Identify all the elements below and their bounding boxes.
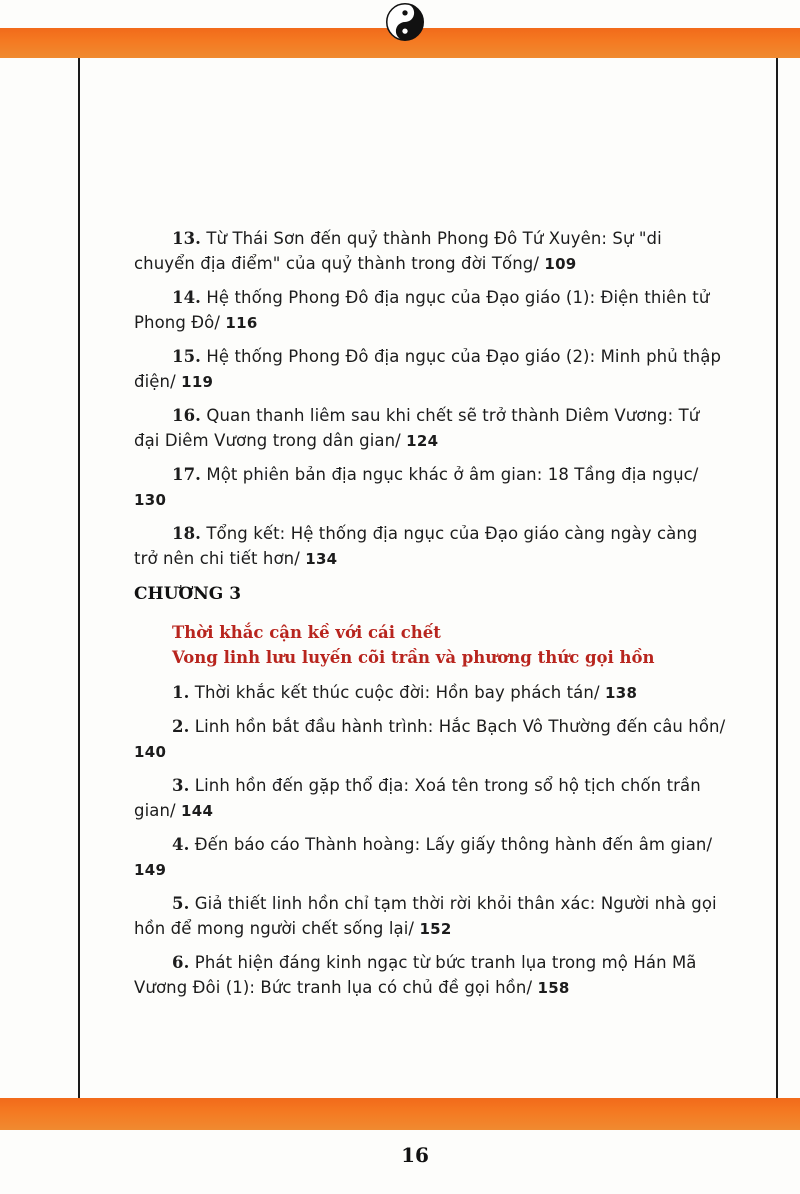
toc-entry-4[interactable]: 4. Đến báo cáo Thành hoàng: Lấy giấy thông hành đến âm gian/ 149 [134,835,713,879]
yin-yang-icon [386,3,424,41]
toc-entry-17[interactable]: 17. Một phiên bản địa ngục khác ở âm gian: 18 Tầng địa ngục/ 130 [134,465,699,509]
toc-entries-part1 [134,226,726,580]
toc-entry-16[interactable]: 16. Quan thanh liêm sau khi chết sẽ trở thành Diêm Vương: Tứ đại Diêm Vương trong dân gian/ 124 [134,406,700,450]
bottom-orange-band [0,1098,800,1130]
toc-entry-14[interactable]: 14. Hệ thống Phong Đô địa ngục của Đạo giáo (1): Điện thiên tử Phong Đô/ 116 [134,288,710,332]
toc-entry-13[interactable]: 13. Từ Thái Sơn đến quỷ thành Phong Đô Tứ Xuyên: Sự "di chuyển địa điểm" của quỷ thành trong đời Tống/ 109 [134,229,662,273]
toc-entry-3[interactable]: 3. Linh hồn đến gặp thổ địa: Xoá tên trong sổ hộ tịch chốn trần gian/ 144 [134,776,701,820]
toc-entries-part2 [134,680,726,1009]
chapter-title [172,620,732,670]
chapter-title-line1: Thời khắc cận kề với cái chết [172,623,441,642]
chapter-label: CHƯƠNG 3 [134,584,242,604]
toc-entry-15[interactable]: 15. Hệ thống Phong Đô địa ngục của Đạo giáo (2): Minh phủ thập điện/ 119 [134,347,722,391]
toc-entry-2[interactable]: 2. Linh hồn bắt đầu hành trình: Hắc Bạch Vô Thường đến câu hồn/ 140 [134,717,726,761]
toc-entry-1[interactable]: 1. Thời khắc kết thúc cuộc đời: Hồn bay phách tán/ 138 [172,683,638,702]
toc-entry-6[interactable]: 6. Phát hiện đáng kinh ngạc từ bức tranh lụa trong mộ Hán Mã Vương Đôi (1): Bức tranh lụa có chủ đề gọi hồn/ 158 [134,953,697,997]
toc-entry-18[interactable]: 18. Tổng kết: Hệ thống địa ngục của Đạo giáo càng ngày càng trở nên chi tiết hơn/ 134 [134,524,698,568]
right-margin-rule [776,58,778,1098]
toc-entry-5[interactable]: 5. Giả thiết linh hồn chỉ tạm thời rời khỏi thân xác: Người nhà gọi hồn để mong người chết sống lại/ 152 [134,894,717,938]
page-number: 16 [401,1143,429,1167]
left-margin-rule [78,58,80,1098]
chapter-title-line2: Vong linh lưu luyến cõi trần và phương thức gọi hồn [172,648,655,667]
